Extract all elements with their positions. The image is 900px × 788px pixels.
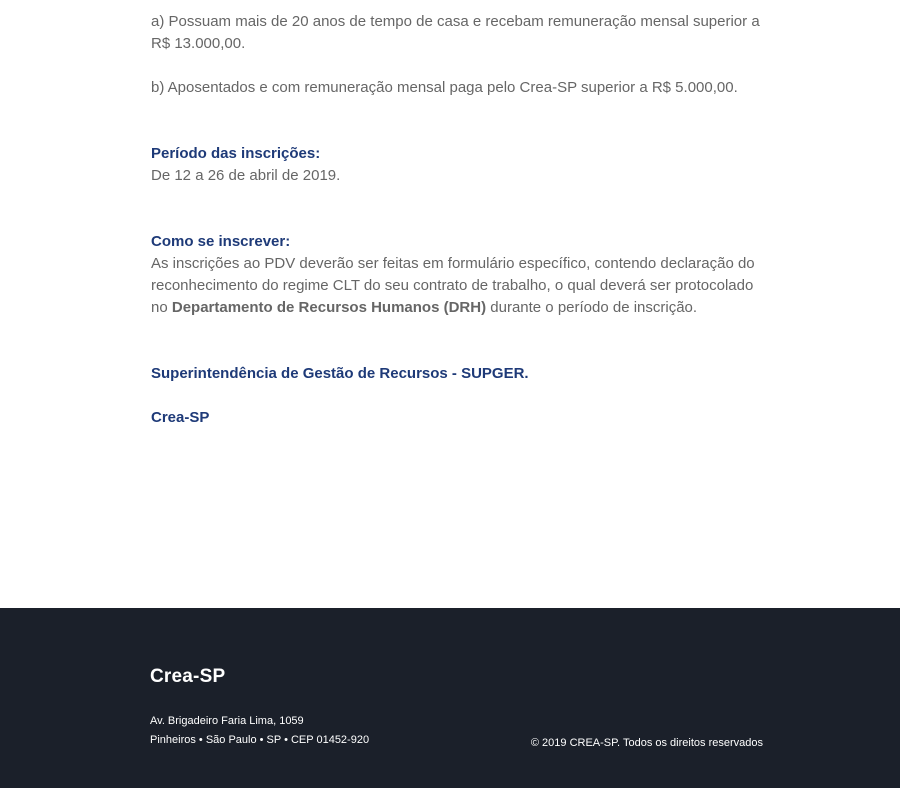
footer-address-street: Av. Brigadeiro Faria Lima, 1059	[150, 715, 304, 727]
footer-address	[150, 712, 369, 750]
footer-logo: Crea-SP	[150, 666, 226, 687]
footer-copyright: © 2019 CREA-SP. Todos os direitos reservados	[530, 737, 763, 749]
footer-address-city: Pinheiros • São Paulo • SP • CEP 01452-920	[150, 734, 370, 746]
how-to-apply-text-end: durante o período de inscrição.	[486, 299, 698, 316]
period-text: De 12 a 26 de abril de 2019.	[151, 167, 341, 184]
period-heading: Período das inscrições:	[151, 145, 321, 162]
article-body	[151, 11, 771, 429]
eligibility-item-b: b) Aposentados e com remuneração mensal paga pelo Crea-SP superior a R$ 5.000,00.	[151, 79, 738, 96]
signature-department: Superintendência de Gestão de Recursos - SUPGER.	[151, 365, 529, 382]
how-to-apply-text-start: As inscrições ao PDV deverão ser feitas em formulário específico, contendo declaração do reconhecimento do regime CLT do seu contrato de trabalho, o qual deverá ser protocolado no	[151, 255, 755, 316]
drh-department-name: Departamento de Recursos Humanos (DRH)	[171, 299, 487, 316]
eligibility-item-a: a) Possuam mais de 20 anos de tempo de casa e recebam remuneração mensal superior a R$ 13.000,00.	[151, 13, 760, 52]
signature-organization: Crea-SP	[151, 409, 210, 426]
how-to-apply-text	[151, 253, 771, 319]
how-to-apply-heading: Como se inscrever:	[151, 233, 291, 250]
site-footer	[0, 608, 900, 788]
